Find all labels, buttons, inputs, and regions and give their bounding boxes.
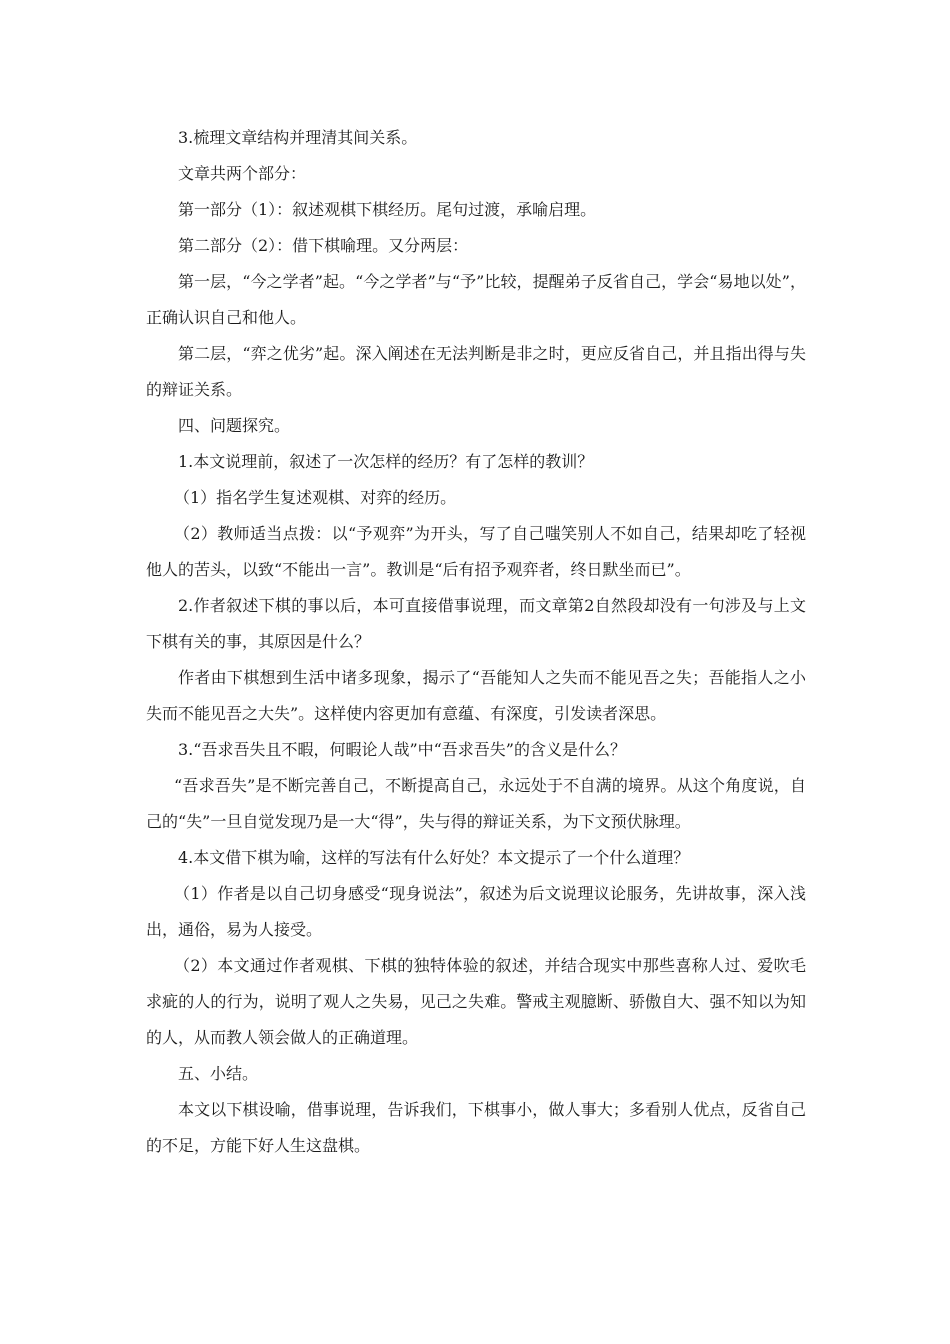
question-three: 3.“吾求吾失且不暇，何暇论人哉”中“吾求吾失”的含义是什么？ (178, 740, 626, 759)
paragraph-layer-two: 第二层，“弈之优劣”起。深入阐述在无法判断是非之时，更应反省自己，并且指出得与失的辩证关系。 (146, 344, 806, 399)
paragraph-part-one: 第一部分（1）：叙述观棋下棋经历。尾句过渡，承喻启理。 (178, 200, 597, 219)
summary-paragraph: 本文以下棋设喻，借事说理，告诉我们，下棋事小，做人事大；多看别人优点，反省自己的不足，方能下好人生这盘棋。 (146, 1100, 806, 1155)
question-four: 4.本文借下棋为喻，这样的写法有什么好处？本文提示了一个什么道理？ (178, 848, 690, 867)
answer-four-part-two: （2）本文通过作者观棋、下棋的独特体验的叙述，并结合现实中那些喜称人过、爱吹毛求疵的人的行为，说明了观人之失易，见己之失难。警戒主观臆断、骄傲自大、强不知以为知的人，从而教人领会做人的正确道理。 (146, 956, 806, 1047)
paragraph-part-two: 第二部分（2）：借下棋喻理。又分两层： (178, 236, 469, 255)
paragraph-structure-heading: 3.梳理文章结构并理清其间关系。 (178, 128, 418, 147)
body-text (146, 120, 806, 1164)
section-heading-summary: 五、小结。 (178, 1064, 259, 1083)
answer-three: “吾求吾失”是不断完善自己，不断提高自己，永远处于不自满的境界。从这个角度说，自己的“失”一旦自觉发现乃是一大“得”，失与得的辩证关系，为下文预伏脉理。 (146, 776, 806, 831)
section-heading-inquiry: 四、问题探究。 (178, 416, 291, 435)
answer-one-part-one: （1）指名学生复述观棋、对弈的经历。 (174, 488, 457, 507)
answer-one-part-two: （2）教师适当点拨：以“予观弈”为开头，写了自己嗤笑别人不如自己，结果却吃了轻视他人的苦头，以致“不能出一言”。教训是“后有招予观弈者，终日默坐而已”。 (146, 524, 806, 579)
answer-two: 作者由下棋想到生活中诸多现象，揭示了“吾能知人之失而不能见吾之失；吾能指人之小失而不能见吾之大失”。这样使内容更加有意蕴、有深度，引发读者深思。 (146, 668, 806, 723)
paragraph-layer-one: 第一层，“今之学者”起。“今之学者”与“予”比较，提醒弟子反省自己，学会“易地以处”，正确认识自己和他人。 (146, 272, 806, 327)
question-two: 2.作者叙述下棋的事以后，本可直接借事说理，而文章第2自然段却没有一句涉及与上文下棋有关的事，其原因是什么？ (146, 596, 806, 651)
answer-four-part-one: （1）作者是以自己切身感受“现身说法”，叙述为后文说理议论服务，先讲故事，深入浅出，通俗，易为人接受。 (146, 884, 806, 939)
paragraph-two-parts: 文章共两个部分： (178, 164, 307, 183)
question-one: 1.本文说理前，叙述了一次怎样的经历？有了怎样的教训？ (178, 452, 594, 471)
